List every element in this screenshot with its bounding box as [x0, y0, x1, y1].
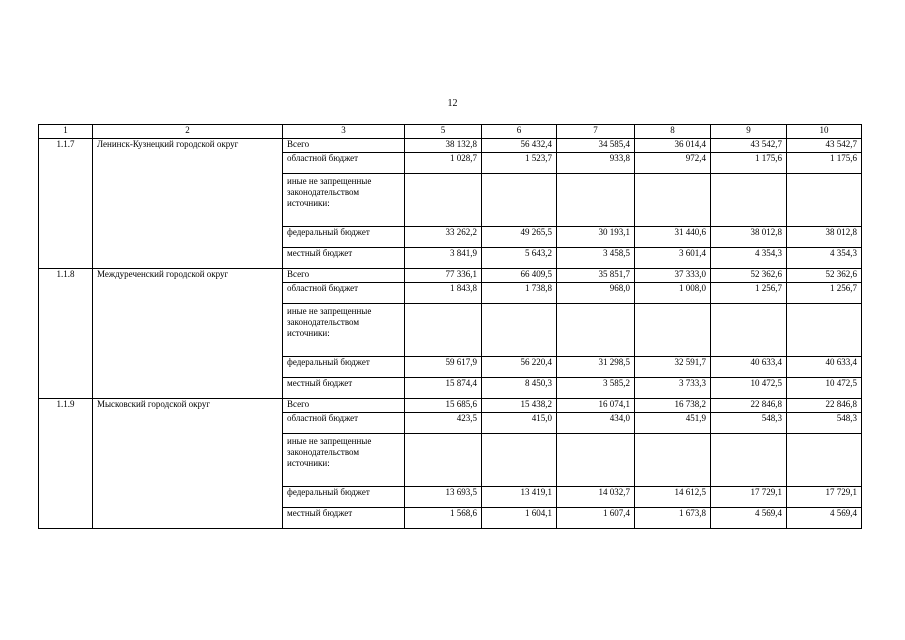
value-cell	[557, 174, 635, 227]
value-cell: 1 738,8	[482, 283, 557, 304]
funding-source-label: Всего	[283, 399, 405, 413]
value-cell: 37 333,0	[635, 269, 711, 283]
value-cell: 548,3	[711, 413, 787, 434]
value-cell: 22 846,8	[787, 399, 862, 413]
value-cell: 33 262,2	[405, 227, 482, 248]
municipality-name: Ленинск-Кузнецкий городской округ	[93, 139, 283, 269]
value-cell	[711, 434, 787, 487]
value-cell: 1 568,6	[405, 508, 482, 529]
table-row	[39, 139, 862, 153]
row-code: 1.1.7	[39, 139, 93, 269]
value-cell	[635, 174, 711, 227]
funding-source-label: местный бюджет	[283, 248, 405, 269]
value-cell: 548,3	[787, 413, 862, 434]
value-cell	[635, 434, 711, 487]
value-cell: 16 738,2	[635, 399, 711, 413]
column-header: 9	[711, 125, 787, 139]
value-cell: 10 472,5	[711, 378, 787, 399]
value-cell: 59 617,9	[405, 357, 482, 378]
funding-source-label: областной бюджет	[283, 153, 405, 174]
column-header: 5	[405, 125, 482, 139]
column-header: 8	[635, 125, 711, 139]
value-cell: 423,5	[405, 413, 482, 434]
value-cell: 36 014,4	[635, 139, 711, 153]
funding-source-label: федеральный бюджет	[283, 487, 405, 508]
value-cell: 15 874,4	[405, 378, 482, 399]
value-cell: 13 693,5	[405, 487, 482, 508]
value-cell: 1 256,7	[787, 283, 862, 304]
value-cell: 1 256,7	[711, 283, 787, 304]
value-cell: 10 472,5	[787, 378, 862, 399]
value-cell: 3 458,5	[557, 248, 635, 269]
row-code: 1.1.8	[39, 269, 93, 399]
value-cell: 1 607,4	[557, 508, 635, 529]
funding-source-label: федеральный бюджет	[283, 227, 405, 248]
value-cell: 13 419,1	[482, 487, 557, 508]
value-cell: 43 542,7	[787, 139, 862, 153]
value-cell: 17 729,1	[711, 487, 787, 508]
funding-source-label: областной бюджет	[283, 283, 405, 304]
value-cell: 30 193,1	[557, 227, 635, 248]
value-cell: 8 450,3	[482, 378, 557, 399]
funding-source-label: иные не запрещенные законодательством источники:	[283, 434, 405, 487]
value-cell: 40 633,4	[711, 357, 787, 378]
value-cell	[711, 174, 787, 227]
value-cell: 52 362,6	[787, 269, 862, 283]
value-cell: 3 733,3	[635, 378, 711, 399]
value-cell: 43 542,7	[711, 139, 787, 153]
value-cell: 22 846,8	[711, 399, 787, 413]
value-cell	[557, 304, 635, 357]
value-cell: 4 569,4	[711, 508, 787, 529]
table-row	[39, 269, 862, 283]
value-cell: 38 012,8	[711, 227, 787, 248]
municipality-name: Мысковский городской округ	[93, 399, 283, 529]
funding-source-label: Всего	[283, 269, 405, 283]
value-cell: 3 601,4	[635, 248, 711, 269]
column-header: 3	[283, 125, 405, 139]
municipality-name: Междуреченский городской округ	[93, 269, 283, 399]
table-body	[39, 125, 862, 529]
value-cell: 1 604,1	[482, 508, 557, 529]
budget-table	[38, 124, 862, 529]
column-header: 1	[39, 125, 93, 139]
funding-source-label: федеральный бюджет	[283, 357, 405, 378]
value-cell: 1 175,6	[711, 153, 787, 174]
column-header: 6	[482, 125, 557, 139]
value-cell: 972,4	[635, 153, 711, 174]
value-cell	[787, 434, 862, 487]
value-cell: 15 438,2	[482, 399, 557, 413]
funding-source-label: иные не запрещенные законодательством источники:	[283, 304, 405, 357]
value-cell	[557, 434, 635, 487]
value-cell	[787, 174, 862, 227]
row-code: 1.1.9	[39, 399, 93, 529]
value-cell: 49 265,5	[482, 227, 557, 248]
funding-source-label: местный бюджет	[283, 508, 405, 529]
value-cell: 1 175,6	[787, 153, 862, 174]
value-cell	[482, 174, 557, 227]
value-cell: 451,9	[635, 413, 711, 434]
value-cell: 3 841,9	[405, 248, 482, 269]
funding-source-label: областной бюджет	[283, 413, 405, 434]
value-cell: 4 569,4	[787, 508, 862, 529]
value-cell: 31 298,5	[557, 357, 635, 378]
value-cell: 968,0	[557, 283, 635, 304]
value-cell: 35 851,7	[557, 269, 635, 283]
table-row	[39, 399, 862, 413]
value-cell	[405, 304, 482, 357]
value-cell: 415,0	[482, 413, 557, 434]
header-row	[39, 125, 862, 139]
column-header: 2	[93, 125, 283, 139]
value-cell: 933,8	[557, 153, 635, 174]
value-cell	[405, 434, 482, 487]
column-header: 10	[787, 125, 862, 139]
value-cell: 5 643,2	[482, 248, 557, 269]
value-cell: 4 354,3	[711, 248, 787, 269]
value-cell	[405, 174, 482, 227]
value-cell: 16 074,1	[557, 399, 635, 413]
value-cell: 1 008,0	[635, 283, 711, 304]
value-cell: 66 409,5	[482, 269, 557, 283]
value-cell: 17 729,1	[787, 487, 862, 508]
value-cell: 56 432,4	[482, 139, 557, 153]
value-cell: 14 032,7	[557, 487, 635, 508]
value-cell: 38 012,8	[787, 227, 862, 248]
value-cell: 56 220,4	[482, 357, 557, 378]
page-number: 12	[447, 98, 458, 109]
value-cell	[635, 304, 711, 357]
value-cell: 1 673,8	[635, 508, 711, 529]
value-cell: 38 132,8	[405, 139, 482, 153]
funding-source-label: местный бюджет	[283, 378, 405, 399]
value-cell: 3 585,2	[557, 378, 635, 399]
value-cell: 52 362,6	[711, 269, 787, 283]
funding-source-label: иные не запрещенные законодательством источники:	[283, 174, 405, 227]
value-cell: 4 354,3	[787, 248, 862, 269]
value-cell	[787, 304, 862, 357]
column-header: 7	[557, 125, 635, 139]
value-cell: 1 523,7	[482, 153, 557, 174]
value-cell: 32 591,7	[635, 357, 711, 378]
value-cell: 1 028,7	[405, 153, 482, 174]
value-cell	[482, 304, 557, 357]
value-cell: 34 585,4	[557, 139, 635, 153]
value-cell	[711, 304, 787, 357]
funding-source-label: Всего	[283, 139, 405, 153]
value-cell: 434,0	[557, 413, 635, 434]
value-cell: 15 685,6	[405, 399, 482, 413]
value-cell: 77 336,1	[405, 269, 482, 283]
value-cell: 1 843,8	[405, 283, 482, 304]
value-cell: 14 612,5	[635, 487, 711, 508]
value-cell: 40 633,4	[787, 357, 862, 378]
value-cell	[482, 434, 557, 487]
value-cell: 31 440,6	[635, 227, 711, 248]
